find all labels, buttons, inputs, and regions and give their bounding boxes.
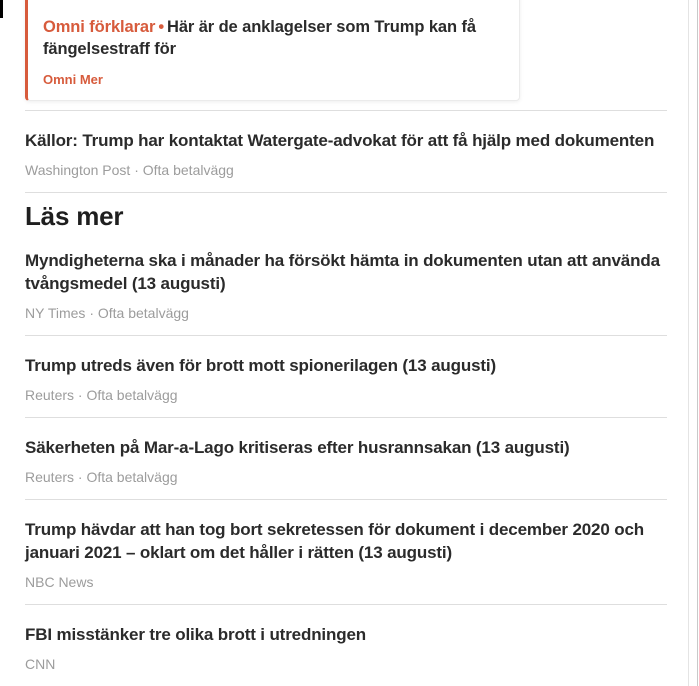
article-source: CNN (25, 656, 56, 672)
article-row[interactable] (25, 499, 667, 604)
article-title: FBI misstänker tre olika brott i utredningen (25, 625, 367, 644)
section-heading-las-mer: Läs mer (25, 192, 667, 231)
article-row[interactable] (25, 604, 667, 686)
article-title: Myndigheterna ska i månader ha försökt hämta in dokumenten utan att använda tvångsmedel (13 augusti) (25, 251, 660, 293)
article-row[interactable] (25, 231, 667, 335)
lead-article-source: Washington Post · Ofta betalvägg (25, 162, 234, 178)
article-list (25, 110, 667, 686)
screen-edge-mark (0, 0, 3, 18)
omni-forklarar-teaser-card[interactable] (25, 0, 520, 101)
lead-article-title: Källor: Trump har kontaktat Watergate-advokat för att få hjälp med dokumenten (25, 131, 655, 150)
content-right-border (688, 0, 689, 686)
teaser-kicker: Omni förklarar (43, 18, 156, 36)
article-source: NY Times · Ofta betalvägg (25, 305, 189, 321)
article-title: Trump utreds även för brott mott spionerilagen (13 augusti) (25, 356, 496, 375)
article-source: Reuters · Ofta betalvägg (25, 387, 178, 403)
article-row[interactable] (25, 417, 667, 499)
lead-article-row[interactable] (25, 110, 667, 192)
article-row[interactable] (25, 335, 667, 417)
teaser-separator: • (158, 18, 164, 36)
article-title: Trump hävdar att han tog bort sekretessen för dokument i december 2020 och januari 2021 – oklart om det håller i rätten (13 augusti) (25, 520, 645, 562)
related-articles-container (25, 231, 667, 686)
window-right-edge (697, 0, 698, 686)
article-title: Säkerheten på Mar-a-Lago kritiseras efter husrannsakan (13 augusti) (25, 438, 570, 457)
article-source: NBC News (25, 574, 94, 590)
article-source: Reuters · Ofta betalvägg (25, 469, 178, 485)
teaser-title-text: Här är de anklagelser som Trump kan få fängelsestraff för (43, 18, 476, 58)
teaser-title (43, 16, 501, 60)
omni-mer-link[interactable]: Omni Mer (43, 72, 103, 87)
